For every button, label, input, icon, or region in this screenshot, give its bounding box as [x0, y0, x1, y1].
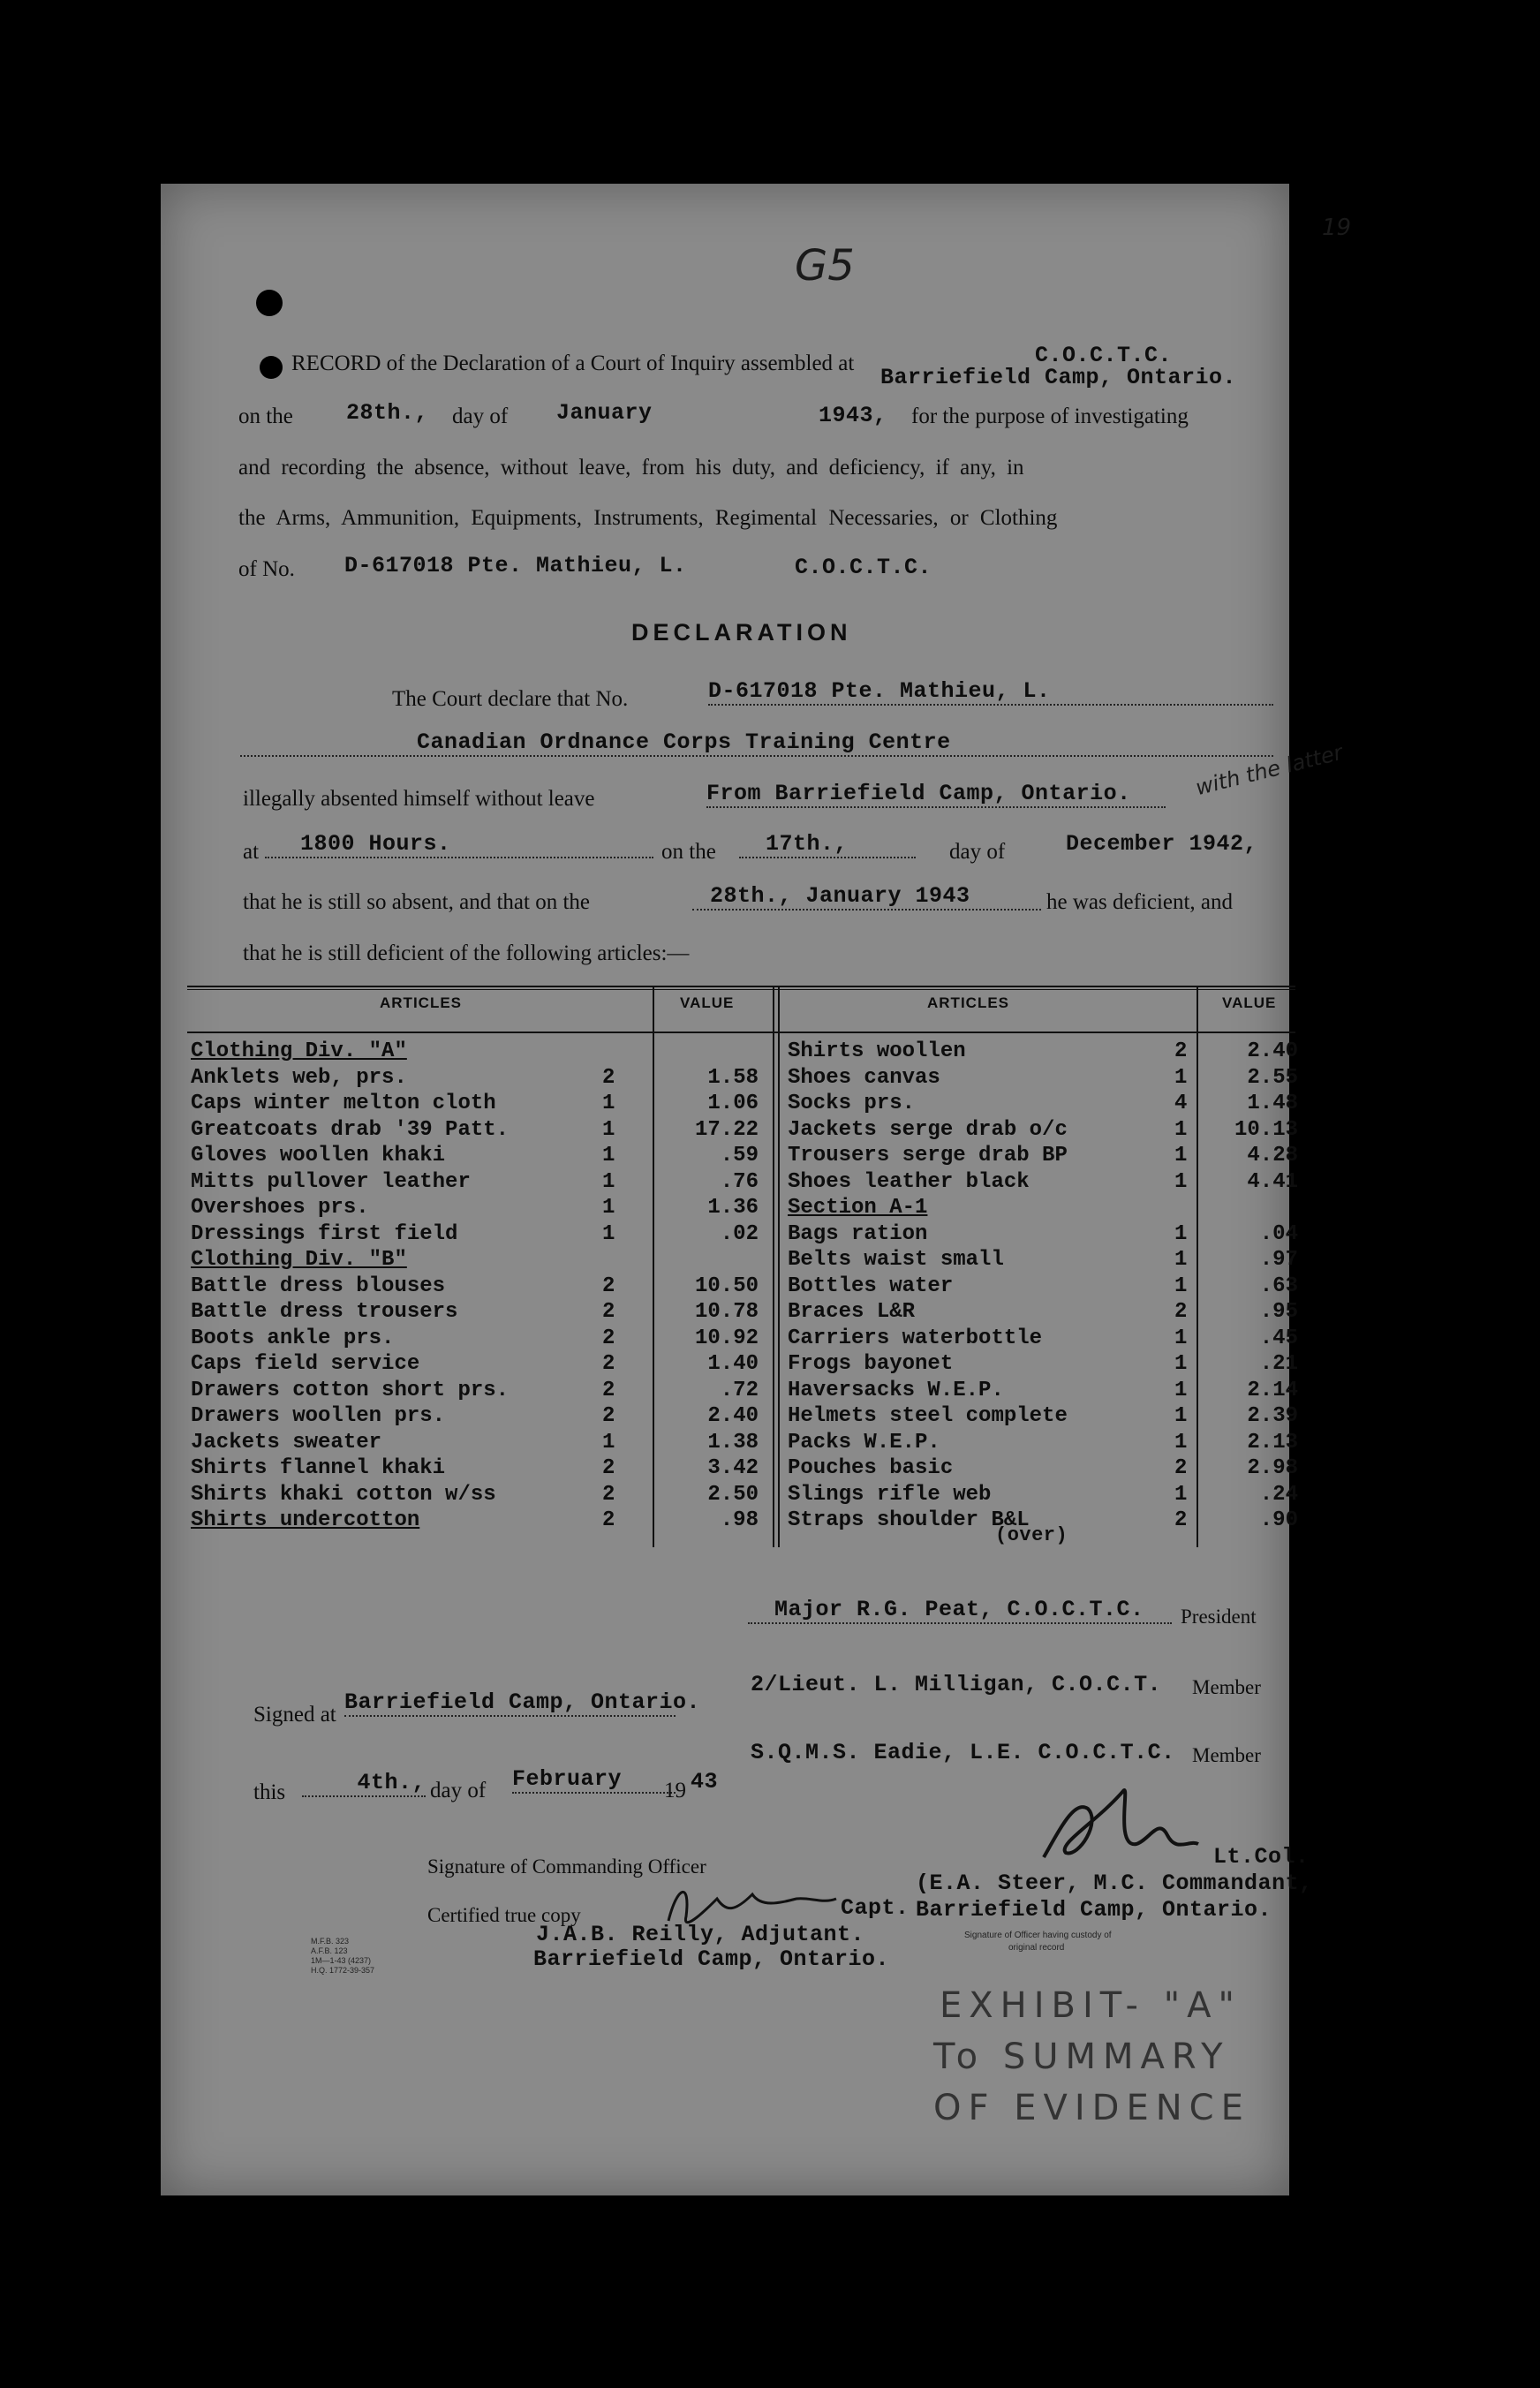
exhibit-line1: EXHIBIT- "A" — [940, 1985, 1242, 2026]
article-name: Packs W.E.P. — [788, 1430, 940, 1455]
article-value: 1.06 — [707, 1092, 759, 1115]
article-name: Boots ankle prs. — [191, 1326, 395, 1350]
article-name: Haversacks W.E.P. — [788, 1378, 1004, 1402]
intro-soldier: D-617018 Pte. Mathieu, L. — [344, 553, 687, 578]
form-code-1: M.F.B. 323 — [311, 1937, 350, 1946]
article-name: Section A-1 — [788, 1196, 928, 1220]
article-qty: 1 — [1174, 1273, 1188, 1298]
article-value: .76 — [720, 1169, 759, 1194]
article-qty: 2 — [602, 1352, 615, 1376]
article-value: 1.40 — [707, 1352, 759, 1376]
article-qty: 1 — [1174, 1221, 1188, 1246]
article-qty: 1 — [602, 1092, 615, 1115]
article-qty: 2 — [1174, 1300, 1188, 1324]
article-name: Shirts khaki cotton w/ss — [191, 1482, 496, 1507]
article-value: 2.40 — [1247, 1039, 1298, 1063]
certified-label: Certified true copy — [427, 1904, 581, 1926]
article-name: Bags ration — [788, 1221, 928, 1246]
col-articles-right: ARTICLES — [927, 994, 1009, 1011]
article-value: .59 — [720, 1144, 759, 1168]
article-name: Clothing Div. "A" — [191, 1039, 407, 1063]
article-qty: 2 — [602, 1065, 615, 1090]
adjutant-place: Barriefield Camp, Ontario. — [533, 1946, 890, 1972]
member2-label: Member — [1192, 1744, 1261, 1766]
article-qty: 2 — [1174, 1456, 1188, 1480]
exhibit-line2: To SUMMARY — [933, 2037, 1230, 2077]
signed-at-place: Barriefield Camp, Ontario. — [344, 1689, 701, 1715]
table-row — [187, 1273, 1298, 1300]
article-name: Battle dress blouses — [191, 1273, 446, 1298]
sign-year: 43 — [691, 1769, 719, 1795]
article-value: 1.38 — [707, 1430, 759, 1455]
article-value: 10.78 — [694, 1300, 759, 1324]
table-row — [187, 1195, 1295, 1221]
decl-still-deficient: that he is still deficient of the following articles:— — [243, 941, 690, 965]
article-name: Straps shoulder B&L — [788, 1508, 1030, 1532]
article-qty: 1 — [1174, 1404, 1188, 1428]
co-signature-label: Signature of Commanding Officer — [427, 1855, 706, 1878]
intro-place-line1: C.O.C.T.C. — [1035, 343, 1173, 368]
article-name: Shoes leather black — [788, 1169, 1030, 1194]
article-qty: 1 — [602, 1117, 615, 1142]
col-articles-left: ARTICLES — [380, 994, 462, 1011]
article-name: Anklets web, prs. — [191, 1065, 407, 1090]
article-name: Gloves woollen khaki — [191, 1144, 446, 1168]
document-sheet — [161, 184, 1352, 2195]
article-value: 2.14 — [1247, 1378, 1298, 1402]
article-name: Shirts flannel khaki — [191, 1456, 446, 1480]
article-name: Caps winter melton cloth — [191, 1092, 496, 1115]
table-row — [187, 1169, 1298, 1196]
article-qty: 2 — [1174, 1508, 1188, 1532]
intro-on-the: on the — [238, 404, 293, 428]
intro-place-line2: Barriefield Camp, Ontario. — [880, 365, 1237, 390]
article-value: .24 — [1259, 1482, 1298, 1507]
table-row — [187, 1143, 1298, 1169]
article-value: 10.50 — [694, 1273, 759, 1298]
article-value: .02 — [720, 1221, 759, 1246]
article-value: 17.22 — [694, 1117, 759, 1142]
intro-line4: the Arms, Ammunition, Equipments, Instruments, Regimental Necessaries, or Clothing — [238, 506, 1058, 530]
member1-name: 2/Lieut. L. Milligan, C.O.C.T. — [751, 1672, 1162, 1697]
article-value: .95 — [1259, 1300, 1298, 1324]
president-label: President — [1181, 1606, 1257, 1628]
article-value: .63 — [1259, 1273, 1298, 1298]
article-qty: 4 — [1174, 1092, 1188, 1115]
co-rank: Lt.Col. — [1213, 1844, 1310, 1870]
table-row — [187, 1091, 1298, 1117]
article-qty: 2 — [602, 1378, 615, 1402]
article-qty: 1 — [602, 1430, 615, 1455]
article-value: 2.13 — [1247, 1430, 1298, 1455]
article-name: Clothing Div. "B" — [191, 1248, 407, 1272]
article-name: Shoes canvas — [788, 1065, 940, 1090]
article-qty: 1 — [602, 1169, 615, 1194]
article-value: 2.55 — [1247, 1065, 1298, 1090]
article-qty: 1 — [1174, 1065, 1188, 1090]
sign-day: 4th., — [302, 1770, 426, 1797]
article-qty: 1 — [602, 1196, 615, 1220]
article-name: Carriers waterbottle — [788, 1326, 1043, 1350]
article-name: Drawers woollen prs. — [191, 1404, 446, 1428]
article-qty: 1 — [1174, 1352, 1188, 1376]
article-value: 3.42 — [707, 1456, 759, 1480]
president-name: Major R.G. Peat, C.O.C.T.C. — [748, 1597, 1172, 1624]
decl-day-of: day of — [949, 840, 1006, 864]
decl-on-the: on the — [661, 840, 716, 864]
article-value: .97 — [1259, 1248, 1298, 1272]
table-row — [187, 1065, 1298, 1092]
decl-unit: Canadian Ordnance Corps Training Centre — [240, 729, 1273, 757]
article-value: 2.40 — [707, 1404, 759, 1428]
article-name: Bottles water — [788, 1273, 954, 1298]
article-name: Belts waist small — [788, 1248, 1004, 1272]
article-value: 1.58 — [707, 1065, 759, 1090]
article-qty: 2 — [602, 1300, 615, 1324]
table-row — [187, 1221, 1298, 1248]
article-name: Slings rifle web — [788, 1482, 992, 1507]
intro-month: January — [556, 400, 653, 426]
article-value: .45 — [1259, 1326, 1298, 1350]
articles-table — [187, 986, 1298, 1547]
article-qty: 2 — [602, 1273, 615, 1298]
decl-abs-day: 17th., — [739, 831, 916, 858]
article-qty: 1 — [602, 1221, 615, 1246]
article-qty: 2 — [1174, 1039, 1188, 1063]
article-value: 1.36 — [707, 1196, 759, 1220]
punch-hole — [256, 290, 283, 316]
article-name: Caps field service — [191, 1352, 420, 1376]
sign-month: February — [512, 1766, 676, 1794]
table-row — [187, 1378, 1298, 1404]
table-row — [187, 1508, 1298, 1534]
article-value: .72 — [720, 1378, 759, 1402]
table-row — [187, 1247, 1298, 1273]
sign-day-of: day of — [430, 1779, 487, 1802]
table-row — [187, 1039, 1298, 1065]
punch-hole-marker — [260, 356, 283, 379]
article-qty: 1 — [1174, 1117, 1188, 1142]
article-value: 2.98 — [1247, 1456, 1298, 1480]
table-row — [187, 1430, 1298, 1456]
exhibit-line3: OF EVIDENCE — [933, 2088, 1250, 2128]
signed-at-label: Signed at — [253, 1703, 336, 1727]
intro-day: 28th., — [346, 400, 429, 426]
article-name: Shirts woollen — [788, 1039, 966, 1063]
article-value: 2.39 — [1247, 1404, 1298, 1428]
table-row — [187, 1351, 1298, 1378]
intro-year: 1943, — [819, 403, 887, 428]
adjutant-rank: Capt. — [841, 1895, 910, 1921]
decl-time: 1800 Hours. — [265, 831, 653, 858]
member1-label: Member — [1192, 1676, 1261, 1698]
table-over: (over) — [995, 1524, 1068, 1546]
table-row — [187, 1482, 1298, 1508]
member2-name: S.Q.M.S. Eadie, L.E. C.O.C.T.C. — [751, 1740, 1175, 1765]
decl-at: at — [243, 840, 260, 864]
article-name: Dressings first field — [191, 1221, 458, 1246]
this-label: this — [253, 1780, 286, 1804]
col-value-right: VALUE — [1222, 994, 1277, 1011]
article-name: Overshoes prs. — [191, 1196, 369, 1220]
intro-line1: RECORD of the Declaration of a Court of Inquiry assembled at — [291, 351, 855, 375]
custody-label-2: original record — [1008, 1943, 1065, 1953]
form-code-2: A.F.B. 123 — [311, 1946, 348, 1955]
article-value: .04 — [1259, 1221, 1298, 1246]
article-name: Jackets sweater — [191, 1430, 382, 1455]
article-value: 4.41 — [1247, 1169, 1298, 1194]
sign-year-pre: 19 — [664, 1779, 686, 1802]
article-qty: 2 — [602, 1482, 615, 1507]
article-qty: 2 — [602, 1404, 615, 1428]
table-row — [187, 1403, 1298, 1430]
article-name: Pouches basic — [788, 1456, 954, 1480]
table-row — [187, 1326, 1298, 1352]
article-value: 10.92 — [694, 1326, 759, 1350]
decl-illegally: illegally absented himself without leave — [243, 787, 595, 811]
table-row — [187, 1455, 1298, 1482]
article-qty: 2 — [602, 1456, 615, 1480]
article-qty: 1 — [1174, 1248, 1188, 1272]
article-qty: 1 — [1174, 1326, 1188, 1350]
decl-def-date: 28th., January 1943 — [692, 883, 1041, 911]
form-codes — [311, 1937, 374, 1976]
article-qty: 1 — [1174, 1169, 1188, 1194]
article-value: .98 — [720, 1508, 759, 1532]
intro-line3: and recording the absence, without leave, from his duty, and deficiency, if any, in — [238, 456, 1024, 480]
page-number: 19 — [1322, 215, 1352, 241]
article-name: Battle dress trousers — [191, 1300, 458, 1324]
article-qty: 1 — [1174, 1430, 1188, 1455]
article-qty: 1 — [1174, 1144, 1188, 1168]
decl-abs-date: December 1942, — [1066, 831, 1258, 857]
decl-court-declare: The Court declare that No. — [392, 687, 629, 711]
decl-still-absent: that he is still so absent, and that on the — [243, 890, 590, 914]
decl-soldier: D-617018 Pte. Mathieu, L. — [708, 678, 1273, 706]
article-qty: 1 — [1174, 1482, 1188, 1507]
article-value: 2.50 — [707, 1482, 759, 1507]
article-qty: 1 — [1174, 1378, 1188, 1402]
article-name: Mitts pullover leather — [191, 1169, 471, 1194]
decl-was-deficient: he was deficient, and — [1046, 890, 1234, 914]
intro-unit: C.O.C.T.C. — [795, 555, 932, 580]
article-qty: 1 — [602, 1144, 615, 1168]
col-value-left: VALUE — [680, 994, 735, 1011]
intro-of-no: of No. — [238, 557, 295, 581]
article-value: 1.48 — [1247, 1092, 1298, 1115]
article-name: Drawers cotton short prs. — [191, 1378, 510, 1402]
article-qty: 2 — [602, 1508, 615, 1532]
article-name: Braces L&R — [788, 1300, 916, 1324]
co-place: Barriefield Camp, Ontario. — [916, 1897, 1272, 1923]
intro-purpose: for the purpose of investigating — [911, 404, 1189, 428]
table-row — [187, 1117, 1298, 1144]
custody-label-1: Signature of Officer having custody of — [964, 1931, 1112, 1940]
article-name: Socks prs. — [788, 1092, 916, 1115]
declaration-heading: DECLARATION — [631, 619, 852, 646]
handwritten-code: G5 — [795, 241, 855, 291]
article-name: Trousers serge drab BP — [788, 1144, 1068, 1168]
co-name: (E.A. Steer, M.C. Commandant, — [916, 1870, 1313, 1896]
article-name: Frogs bayonet — [788, 1352, 954, 1376]
article-name: Helmets steel complete — [788, 1404, 1068, 1428]
decl-margin-note: with the latter — [1193, 739, 1346, 801]
intro-day-of: day of — [452, 404, 509, 428]
decl-from-place: From Barriefield Camp, Ontario. — [706, 781, 1166, 808]
article-value: 10.13 — [1234, 1117, 1298, 1142]
article-qty: 2 — [602, 1326, 615, 1350]
article-name: Greatcoats drab '39 Patt. — [191, 1117, 510, 1142]
adjutant-name: J.A.B. Reilly, Adjutant. — [536, 1922, 865, 1947]
article-value: .21 — [1259, 1352, 1298, 1376]
article-value: 4.28 — [1247, 1144, 1298, 1168]
form-code-3: 1M—1-43 (4237) — [311, 1956, 372, 1965]
article-name: Jackets serge drab o/c — [788, 1117, 1068, 1142]
article-name: Shirts undercotton — [191, 1508, 420, 1532]
form-code-4: H.Q. 1772-39-357 — [311, 1966, 375, 1975]
table-row — [187, 1299, 1298, 1326]
article-value: .90 — [1259, 1508, 1298, 1532]
